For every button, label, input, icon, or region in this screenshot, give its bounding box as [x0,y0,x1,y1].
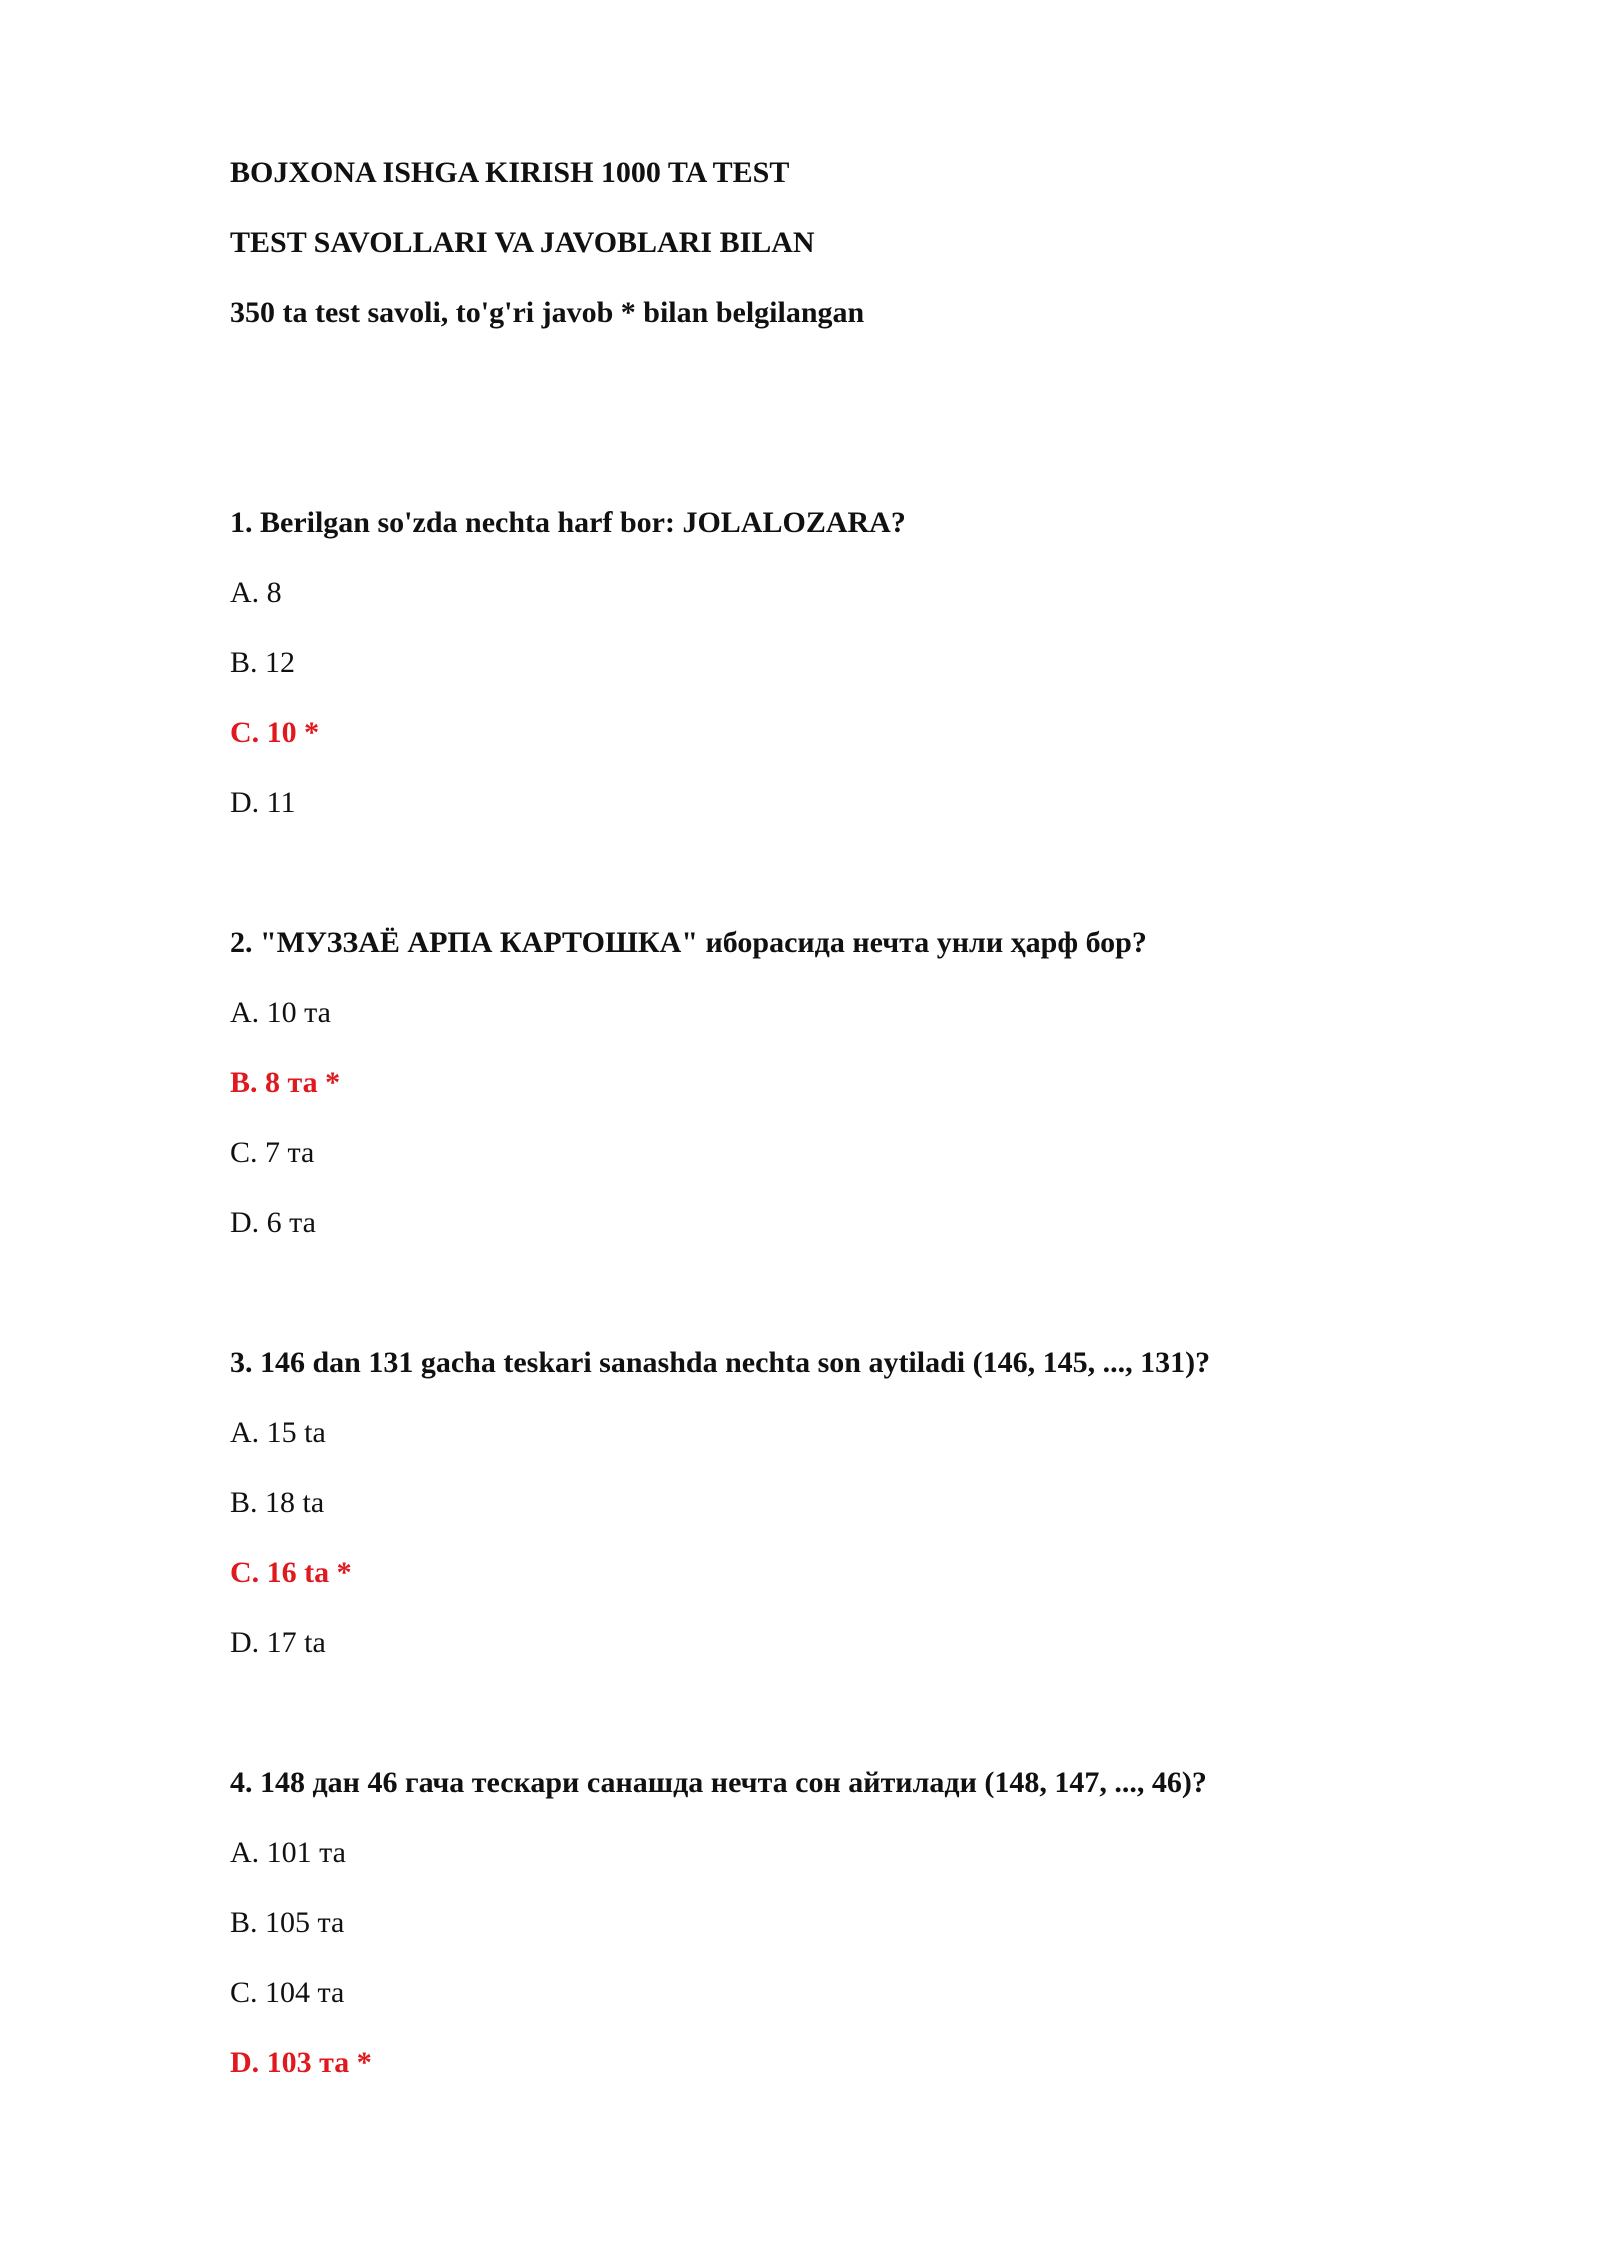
document-title: BOJXONA ISHGA KIRISH 1000 TA TEST [230,156,790,189]
question-2: 2. "МУЗЗАЁ АРПА КАРТОШКА" иборасида нечта унли ҳарф бор? [230,926,1147,959]
option-4c: C. 104 та [230,1976,345,2009]
document-subtitle: TEST SAVOLLARI VA JAVOBLARI BILAN [230,226,815,259]
option-1a: A. 8 [230,576,282,609]
document-note: 350 ta test savoli, to'g'ri javob * bilan belgilangan [230,296,865,329]
option-1c: C. 10 * [230,716,320,749]
question-3: 3. 146 dan 131 gacha teskari sanashda nechta son aytiladi (146, 145, ..., 131)? [230,1346,1211,1379]
option-2a: A. 10 та [230,996,331,1029]
option-3c: C. 16 ta * [230,1556,352,1589]
option-4d: D. 103 та * [230,2046,372,2079]
option-2c: C. 7 та [230,1136,315,1169]
option-2d: D. 6 та [230,1206,316,1239]
option-3b: B. 18 ta [230,1486,325,1519]
option-4b: B. 105 та [230,1906,345,1939]
question-1: 1. Berilgan so'zda nechta harf bor: JOLALOZARA? [230,506,906,539]
option-1d: D. 11 [230,786,296,819]
option-2b: B. 8 та * [230,1066,341,1099]
option-3a: A. 15 ta [230,1416,326,1449]
option-4a: A. 101 та [230,1836,346,1869]
question-4: 4. 148 дан 46 гача тескари санашда нечта сон айтилади (148, 147, ..., 46)? [230,1766,1207,1799]
option-3d: D. 17 ta [230,1626,326,1659]
option-1b: B. 12 [230,646,296,679]
